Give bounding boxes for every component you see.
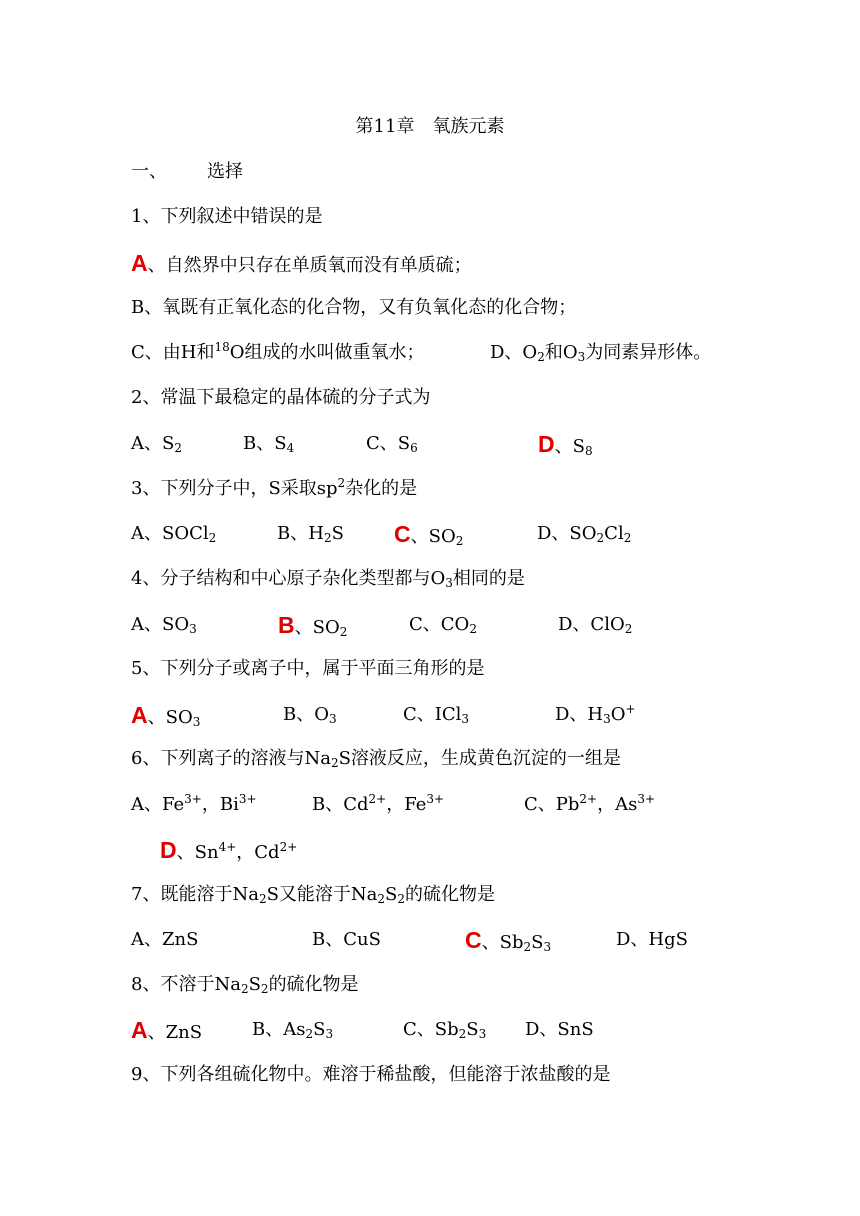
question-3-option-d: D、$SO_2Cl_2$	[537, 523, 632, 545]
question-5-option-b: B、$O_3$	[283, 704, 337, 726]
question-2-option-d: D、$S_8$	[538, 431, 593, 458]
question-1-option-c: C、由H和$^{18}$O组成的水叫做重氧水；	[131, 340, 425, 363]
question-6-stem: 6、下列离子的溶液与$Na_2S$溶液反应，生成黄色沉淀的一组是	[131, 748, 621, 770]
question-8-stem: 8、不溶于$Na_2S_2$的硫化物是	[131, 974, 359, 996]
question-3-option-b: B、$H_2S$	[277, 523, 344, 545]
question-6-option-c: C、$Pb^{2+}$，$As^{3+}$	[524, 792, 656, 815]
question-7-option-a: A、ZnS	[131, 929, 199, 950]
question-8-option-c: C、$Sb_2S_3$	[403, 1019, 487, 1041]
answer-letter: A	[131, 1017, 148, 1043]
question-4-option-b: B、$SO_2$	[278, 612, 348, 639]
answer-letter: A	[131, 702, 148, 728]
answer-letter: C	[465, 927, 482, 953]
answer-letter: B	[278, 612, 295, 638]
section-number: 一、	[131, 161, 167, 182]
page-title: 第11章 氧族元素	[355, 116, 505, 137]
section-heading	[131, 159, 243, 185]
question-7-option-b: B、CuS	[312, 929, 381, 950]
question-4-option-a: A、$SO_3$	[131, 614, 197, 636]
question-2-option-a: A、$S_2$	[131, 433, 182, 455]
section-label: 选择	[207, 161, 243, 182]
question-7-option-c: C、$Sb_2S_3$	[465, 927, 552, 954]
question-6-option-d: D、$Sn^{4+}$，$Cd^{2+}$	[160, 837, 298, 863]
question-4-option-d: D、ClO$_2$	[558, 614, 633, 636]
question-8-option-a: A、ZnS	[131, 1017, 203, 1043]
question-1-option-b: B、氧既有正氧化态的化合物，又有负氧化态的化合物；	[131, 297, 577, 318]
question-4-stem: 4、分子结构和中心原子杂化类型都与$O_3$相同的是	[131, 568, 525, 590]
question-6-option-b: B、$Cd^{2+}$，$Fe^{3+}$	[312, 792, 445, 815]
question-7-stem: 7、既能溶于$Na_2S$又能溶于$Na_2S_2$的硫化物是	[131, 884, 496, 906]
question-5-option-c: C、ICl$_3$	[403, 704, 470, 726]
question-2-stem: 2、常温下最稳定的晶体硫的分子式为	[131, 387, 431, 408]
question-9-stem: 9、下列各组硫化物中。难溶于稀盐酸，但能溶于浓盐酸的是	[131, 1064, 611, 1085]
question-3-option-c: C、$SO_2$	[394, 521, 464, 548]
answer-letter: D	[538, 431, 555, 457]
question-3-option-a: A、SOCl$_2$	[131, 523, 217, 545]
question-1-stem: 1、下列叙述中错误的是	[131, 206, 323, 227]
question-8-option-d: D、SnS	[525, 1019, 594, 1040]
question-2-option-b: B、$S_4$	[243, 433, 295, 455]
question-7-option-d: D、HgS	[616, 929, 688, 950]
answer-letter: D	[160, 837, 177, 863]
question-6-option-a: A、$Fe^{3+}$，$Bi^{3+}$	[131, 792, 257, 815]
question-2-option-c: C、$S_6$	[366, 433, 418, 455]
question-5-option-d: D、$H_3O^+$	[555, 702, 636, 726]
question-1-option-d: D、$O_2$和$O_3$为同素异形体。	[490, 342, 712, 364]
question-1-option-a: A、自然界中只存在单质氧而没有单质硫；	[131, 250, 472, 276]
answer-letter: C	[394, 521, 411, 547]
question-8-option-b: B、$As_2S_3$	[252, 1019, 334, 1041]
question-3-stem: 3、下列分子中，S采取$sp^2$杂化的是	[131, 476, 418, 499]
answer-letter: A	[131, 250, 148, 276]
question-5-option-a: A、$SO_3$	[131, 702, 201, 729]
question-5-stem: 5、下列分子或离子中，属于平面三角形的是	[131, 658, 485, 679]
question-4-option-c: C、$CO_2$	[409, 614, 477, 636]
